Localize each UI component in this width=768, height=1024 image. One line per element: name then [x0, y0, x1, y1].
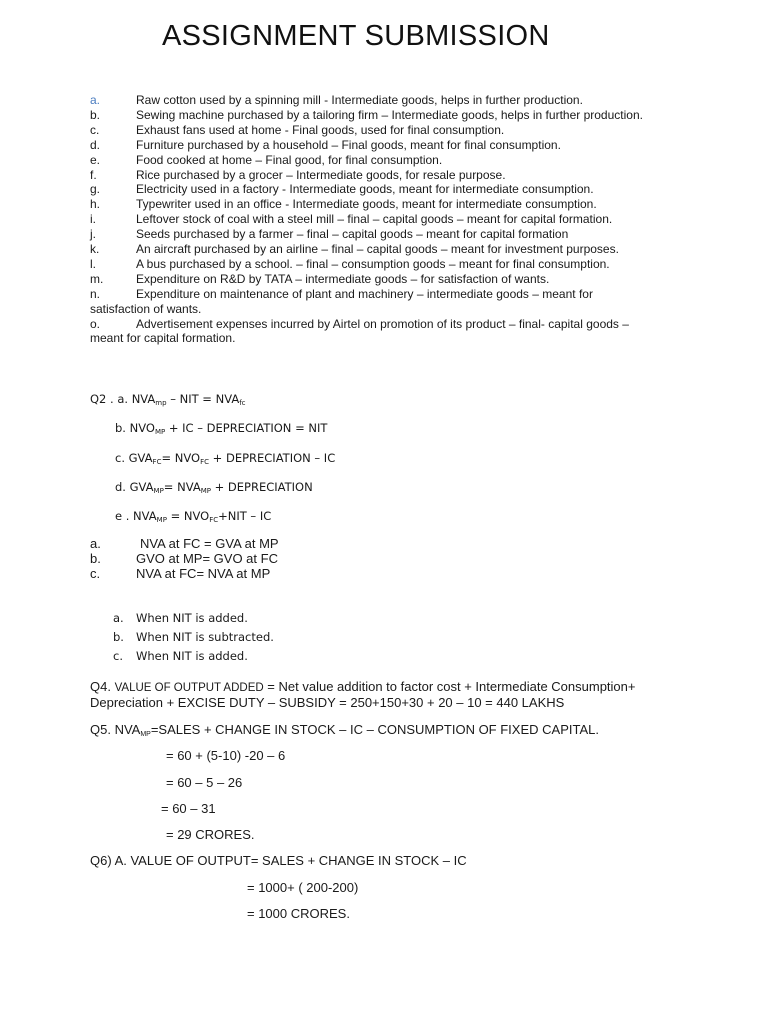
q1-item-label: d. [90, 137, 101, 152]
q3-text-b: GVO at MP= GVO at FC [136, 551, 278, 566]
page-title: ASSIGNMENT SUBMISSION [162, 20, 550, 52]
q2-line-b: b. $NVO_{MP}$ + IC – DEPRECIATION = NIT [115, 421, 328, 436]
q3b-text-a: When NIT is added. [136, 611, 248, 625]
q3b-label-c: c. [113, 649, 123, 663]
q1-item-label: o. [90, 316, 101, 331]
q1-item-text: Raw cotton used by a spinning mill - Intermediate goods, helps in further production. [136, 93, 583, 107]
q1-item-label: m. [90, 271, 104, 286]
q1-item-label: f. [90, 167, 97, 182]
q5-step-2: = 60 – 5 – 26 [166, 775, 243, 790]
q1-item-label: j. [90, 227, 96, 242]
q1-item-text: An aircraft purchased by an airline – final – capital goods – meant for investment purposes. [136, 242, 619, 256]
q1-item-label: k. [90, 242, 100, 256]
q4-line-1: Q4. VALUE OF OUTPUT ADDED = Net value addition to factor cost + Intermediate Consumption+ [90, 679, 636, 694]
q3b-label-a: a. [113, 611, 124, 625]
q1-item-text: Typewriter used in an office - Intermediate goods, meant for intermediate consumption. [136, 197, 597, 212]
q1-item-text: Electricity used in a factory - Intermediate goods, meant for intermediate consumption. [136, 182, 594, 197]
q1-item-label: e. [90, 152, 101, 167]
q6-line: Q6) A. VALUE OF OUTPUT= SALES + CHANGE IN STOCK – IC [90, 853, 467, 868]
q1-item-label: l. [90, 256, 96, 271]
q1-item-text: Advertisement expenses incurred by Airtel on promotion of its product – final- capital goods – [136, 316, 629, 331]
q3-text-a: NVA at FC = GVA at MP [140, 536, 279, 551]
q1-item-label: c. [90, 122, 100, 137]
q1-item-text: Leftover stock of coal with a steel mill – final – capital goods – meant for capital formation. [136, 212, 613, 227]
q1-item-text: satisfaction of wants. [90, 301, 202, 316]
q1-item-label: b. [90, 107, 101, 122]
q3b-text-b: When NIT is subtracted. [136, 630, 274, 644]
q2-line-a: Q2 . a. $NVA_{mp}$ – NIT = $NVA_{fc}$ [90, 392, 246, 407]
q3-label-a: a. [90, 536, 101, 551]
q1-item-label: h. [90, 197, 101, 212]
q4-line-2: Depreciation + EXCISE DUTY – SUBSIDY = 250+150+30 + 20 – 10 = 440 LAKHS [90, 695, 565, 710]
q1-item-text: A bus purchased by a school. – final – consumption goods – meant for final consumption. [136, 256, 610, 271]
q5-step-3: = 60 – 31 [161, 801, 216, 816]
q6-step-1: = 1000+ ( 200-200) [247, 880, 359, 895]
q3-label-b: b. [90, 551, 101, 566]
q6-step-2: = 1000 CRORES. [247, 906, 350, 921]
q1-item-label: g. [90, 182, 101, 197]
q1-item-label: a. [90, 93, 101, 107]
q3b-label-b: b. [113, 630, 124, 644]
q3-label-c: c. [90, 566, 101, 581]
q1-item-text: Expenditure on R&D by TATA – intermediate goods – for satisfaction of wants. [136, 271, 550, 286]
q5-line: Q5. $NVA_{MP}=SALES$ + CHANGE IN STOCK – IC – CONSUMPTION OF FIXED CAPITAL. [90, 722, 599, 738]
q1-item-text: Exhaust fans used at home - Final goods, used for final consumption. [136, 122, 505, 137]
q5-step-1: = 60 + (5-10) -20 – 6 [166, 748, 286, 763]
q5-step-4: = 29 CRORES. [166, 827, 255, 842]
q1-item-text: Rice purchased by a grocer – Intermediate goods, for resale purpose. [136, 167, 506, 182]
q1-item-label: i. [90, 212, 96, 227]
q1-item-text: Food cooked at home – Final good, for final consumption. [136, 152, 443, 167]
q1-item-text: Seeds purchased by a farmer – final – capital goods – meant for capital formation [136, 227, 569, 242]
q1-item-text: Furniture purchased by a household – Final goods, meant for final consumption. [136, 137, 561, 152]
q2-line-d: d. $GVA_{MP}= NVA_{MP}$ + DEPRECIATION [115, 480, 313, 495]
q1-item-text: meant for capital formation. [90, 331, 236, 346]
q2-line-c: c. $GVA_{FC}= NVO_{FC}$ + DEPRECIATION – IC [115, 451, 336, 466]
q1-item-text: Sewing machine purchased by a tailoring firm – Intermediate goods, helps in further production. [136, 107, 643, 122]
q3b-text-c: When NIT is added. [136, 649, 248, 663]
q1-item-label: n. [90, 286, 101, 301]
q2-line-e: e . $NVA_{MP} = NVO_{FC}+NIT$ – IC [115, 509, 272, 524]
q1-item-text: Expenditure on maintenance of plant and machinery – intermediate goods – meant for [136, 286, 593, 301]
q3-text-c: NVA at FC= NVA at MP [136, 566, 271, 581]
